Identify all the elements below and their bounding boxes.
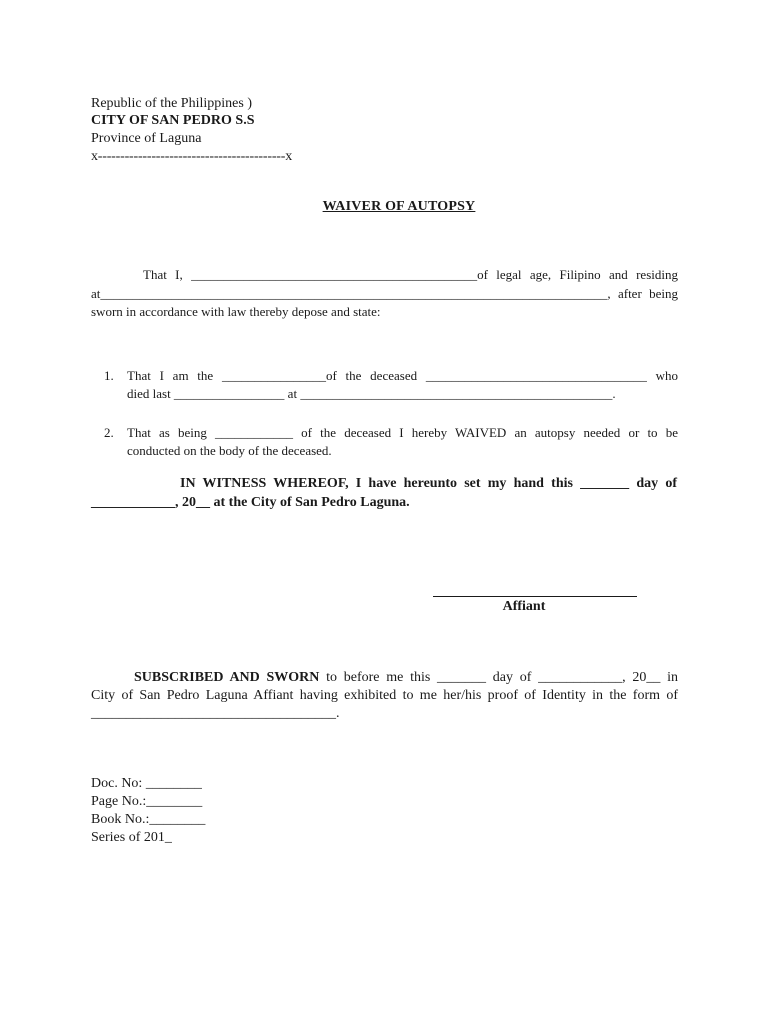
intro-line-2: at______________________________________________________________________________, after being bbox=[91, 286, 678, 301]
intro-line-3: sworn in accordance with law thereby depose and state: bbox=[91, 304, 381, 319]
witness-line-2: ____________, 20__ at the City of San Pedro Laguna. bbox=[91, 495, 410, 510]
header-separator: x------------------------------------------x bbox=[91, 149, 293, 164]
page-number: Page No.:________ bbox=[91, 794, 203, 809]
doc-number: Doc. No: ________ bbox=[91, 776, 202, 791]
affiant-label: Affiant bbox=[502, 599, 546, 614]
item-2-number: 2. bbox=[104, 425, 114, 440]
item-1-number: 1. bbox=[104, 368, 114, 383]
series-year: Series of 201_ bbox=[91, 830, 172, 845]
intro-line-1: That I, ____________________________________________of legal age, Filipino and residing bbox=[143, 267, 678, 282]
book-number: Book No.:________ bbox=[91, 812, 206, 827]
item-2-line-1: That as being ____________ of the deceased I hereby WAIVED an autopsy needed or to be bbox=[127, 425, 678, 440]
item-1-line-2: died last _________________ at ________________________________________________. bbox=[127, 386, 616, 401]
subscribed-line-3: ___________________________________. bbox=[91, 706, 340, 721]
subscribed-line-1 bbox=[134, 669, 678, 687]
document-title: WAIVER OF AUTOPSY bbox=[322, 199, 476, 214]
affiant-signature-line bbox=[433, 596, 637, 597]
item-2-line-2: conducted on the body of the deceased. bbox=[127, 443, 332, 458]
header-province: Province of Laguna bbox=[91, 131, 202, 146]
witness-line-1: IN WITNESS WHEREOF, I have hereunto set my hand this _______ day of bbox=[180, 476, 677, 491]
header-city: CITY OF SAN PEDRO S.S bbox=[91, 113, 255, 128]
subscribed-bold-lead: SUBSCRIBED AND SWORN bbox=[134, 670, 320, 685]
subscribed-line-1-rest: to before me this _______ day of ____________, 20__ in bbox=[326, 670, 678, 685]
item-1-line-1: That I am the ________________of the deceased __________________________________ who bbox=[127, 368, 678, 383]
header-republic: Republic of the Philippines ) bbox=[91, 96, 252, 111]
subscribed-line-2: City of San Pedro Laguna Affiant having exhibited to me her/his proof of Identity in the form of bbox=[91, 688, 678, 703]
